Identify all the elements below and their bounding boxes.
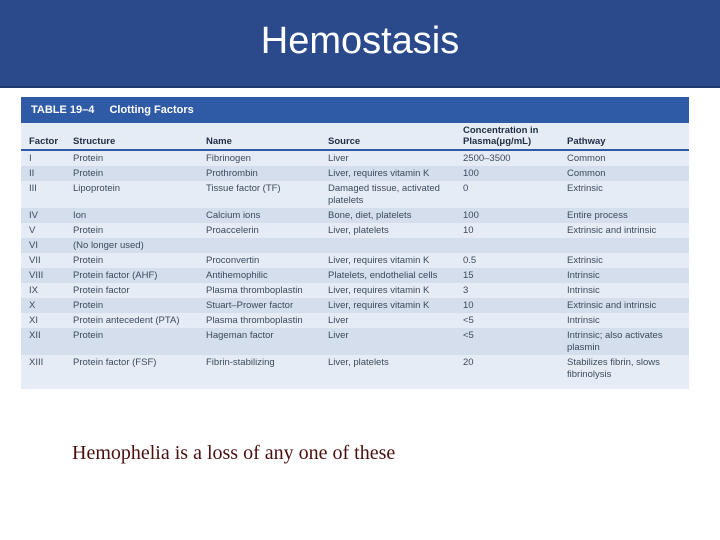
table-cell: Intrinsic (567, 314, 600, 326)
table-cell: 0 (463, 182, 469, 194)
table-cell: Proaccelerin (206, 224, 259, 236)
table-cell: VII (29, 254, 41, 266)
header-concentration: Concentration in Plasma(μg/mL) (463, 123, 567, 150)
table-cell: Liver (328, 329, 349, 341)
table-cell: 15 (463, 269, 474, 281)
table-cell: Extrinsic and intrinsic (567, 224, 657, 236)
table-cell: Common (567, 167, 606, 179)
table-row (21, 268, 689, 283)
table-row (21, 298, 689, 313)
table-cell: XII (29, 329, 41, 341)
footer-note: Hemophelia is a loss of any one of these (72, 442, 396, 464)
table-cell: IV (29, 209, 38, 221)
table-cell: Protein factor (AHF) (73, 269, 158, 281)
table-row (21, 150, 689, 166)
table-cell: Extrinsic (567, 254, 603, 266)
factors-table (21, 123, 689, 382)
header-factor: Factor (21, 123, 73, 150)
table-cell: (No longer used) (73, 239, 144, 251)
table-cell: Prothrombin (206, 167, 258, 179)
table-cell: Liver, requires vitamin K (328, 254, 430, 266)
table-cell: XI (29, 314, 38, 326)
table-cell: Intrinsic (567, 269, 600, 281)
slide-header (0, 0, 720, 88)
table-cell (463, 238, 567, 253)
slide-title: Hemostasis (260, 20, 460, 62)
table-row (21, 328, 689, 355)
table-row (21, 223, 689, 238)
table-cell: 100 (463, 167, 479, 179)
table-cell: Entire process (567, 209, 628, 221)
clotting-factors-table (21, 97, 689, 389)
table-cell (206, 238, 328, 253)
table-cell: Liver, platelets (328, 356, 389, 368)
header-name: Name (206, 123, 328, 150)
table-cell: 10 (463, 224, 474, 236)
table-number: TABLE 19–4 (31, 104, 95, 116)
table-cell: Liver, requires vitamin K (328, 284, 430, 296)
table-row (21, 208, 689, 223)
table-cell: 0.5 (463, 254, 477, 266)
table-cell: III (29, 182, 37, 194)
table-cell: Protein (73, 224, 104, 236)
table-header-row (21, 123, 689, 150)
table-cell: Liver, platelets (328, 224, 389, 236)
table-row (21, 355, 689, 382)
table-cell: Liver, requires vitamin K (328, 299, 430, 311)
table-cell: Protein factor (73, 284, 130, 296)
table-cell: VIII (29, 269, 44, 281)
table-row (21, 253, 689, 268)
table-cell: 2500–3500 (463, 152, 511, 164)
table-cell: Stabilizes fibrin, slows fibrinolysis (567, 356, 660, 380)
table-cell: Protein (73, 329, 104, 341)
table-cell: I (29, 152, 32, 164)
table-cell: X (29, 299, 36, 311)
table-cell: Bone, diet, platelets (328, 209, 412, 221)
table-cell (328, 238, 463, 253)
table-cell: IX (29, 284, 38, 296)
table-cell: Intrinsic (567, 284, 600, 296)
table-cell: II (29, 167, 35, 179)
table-cell: <5 (463, 314, 474, 326)
table-cell: Liver (328, 314, 349, 326)
table-cell: Tissue factor (TF) (206, 182, 281, 194)
table-cell: Ion (73, 209, 87, 221)
header-source: Source (328, 123, 463, 150)
table-cell: Extrinsic and intrinsic (567, 299, 657, 311)
table-cell: XIII (29, 356, 44, 368)
table-cell: Antihemophilic (206, 269, 268, 281)
table-cell: Plasma thromboplastin (206, 314, 303, 326)
header-structure: Structure (73, 123, 206, 150)
table-cell: VI (29, 239, 38, 251)
table-cell: <5 (463, 329, 474, 341)
table-cell: Extrinsic (567, 182, 603, 194)
table-cell: 100 (463, 209, 479, 221)
table-cell: Platelets, endothelial cells (328, 269, 438, 281)
table-cell: Fibrin-stabilizing (206, 356, 275, 368)
table-cell: Fibrinogen (206, 152, 251, 164)
table-cell: Protein antecedent (PTA) (73, 314, 180, 326)
table-cell: 20 (463, 356, 474, 368)
table-row (21, 166, 689, 181)
table-cell (567, 238, 689, 253)
table-cell: Protein factor (FSF) (73, 356, 157, 368)
table-cell: Calcium ions (206, 209, 261, 221)
table-cell: Damaged tissue, activated platelets (328, 182, 440, 206)
table-cell: Stuart–Prower factor (206, 299, 294, 311)
table-cell: Common (567, 152, 606, 164)
table-cell: Protein (73, 167, 104, 179)
table-body (21, 150, 689, 382)
table-cell: Lipoprotein (73, 182, 121, 194)
table-row (21, 238, 689, 253)
table-cell: Liver (328, 152, 349, 164)
table-cell: Intrinsic; also activates plasmin (567, 329, 663, 353)
table-caption (21, 97, 689, 123)
table-row (21, 313, 689, 328)
table-cell: Liver, requires vitamin K (328, 167, 430, 179)
table-cell: Plasma thromboplastin (206, 284, 303, 296)
header-pathway: Pathway (567, 123, 689, 150)
table-row (21, 283, 689, 298)
table-cell: Protein (73, 254, 104, 266)
table-row (21, 181, 689, 208)
table-title: Clotting Factors (109, 104, 194, 116)
table-cell: Protein (73, 152, 104, 164)
table-cell: Protein (73, 299, 104, 311)
table-cell: V (29, 224, 36, 236)
table-cell: Proconvertin (206, 254, 260, 266)
table-cell: 3 (463, 284, 469, 296)
table-cell: 10 (463, 299, 474, 311)
table-cell: Hageman factor (206, 329, 274, 341)
